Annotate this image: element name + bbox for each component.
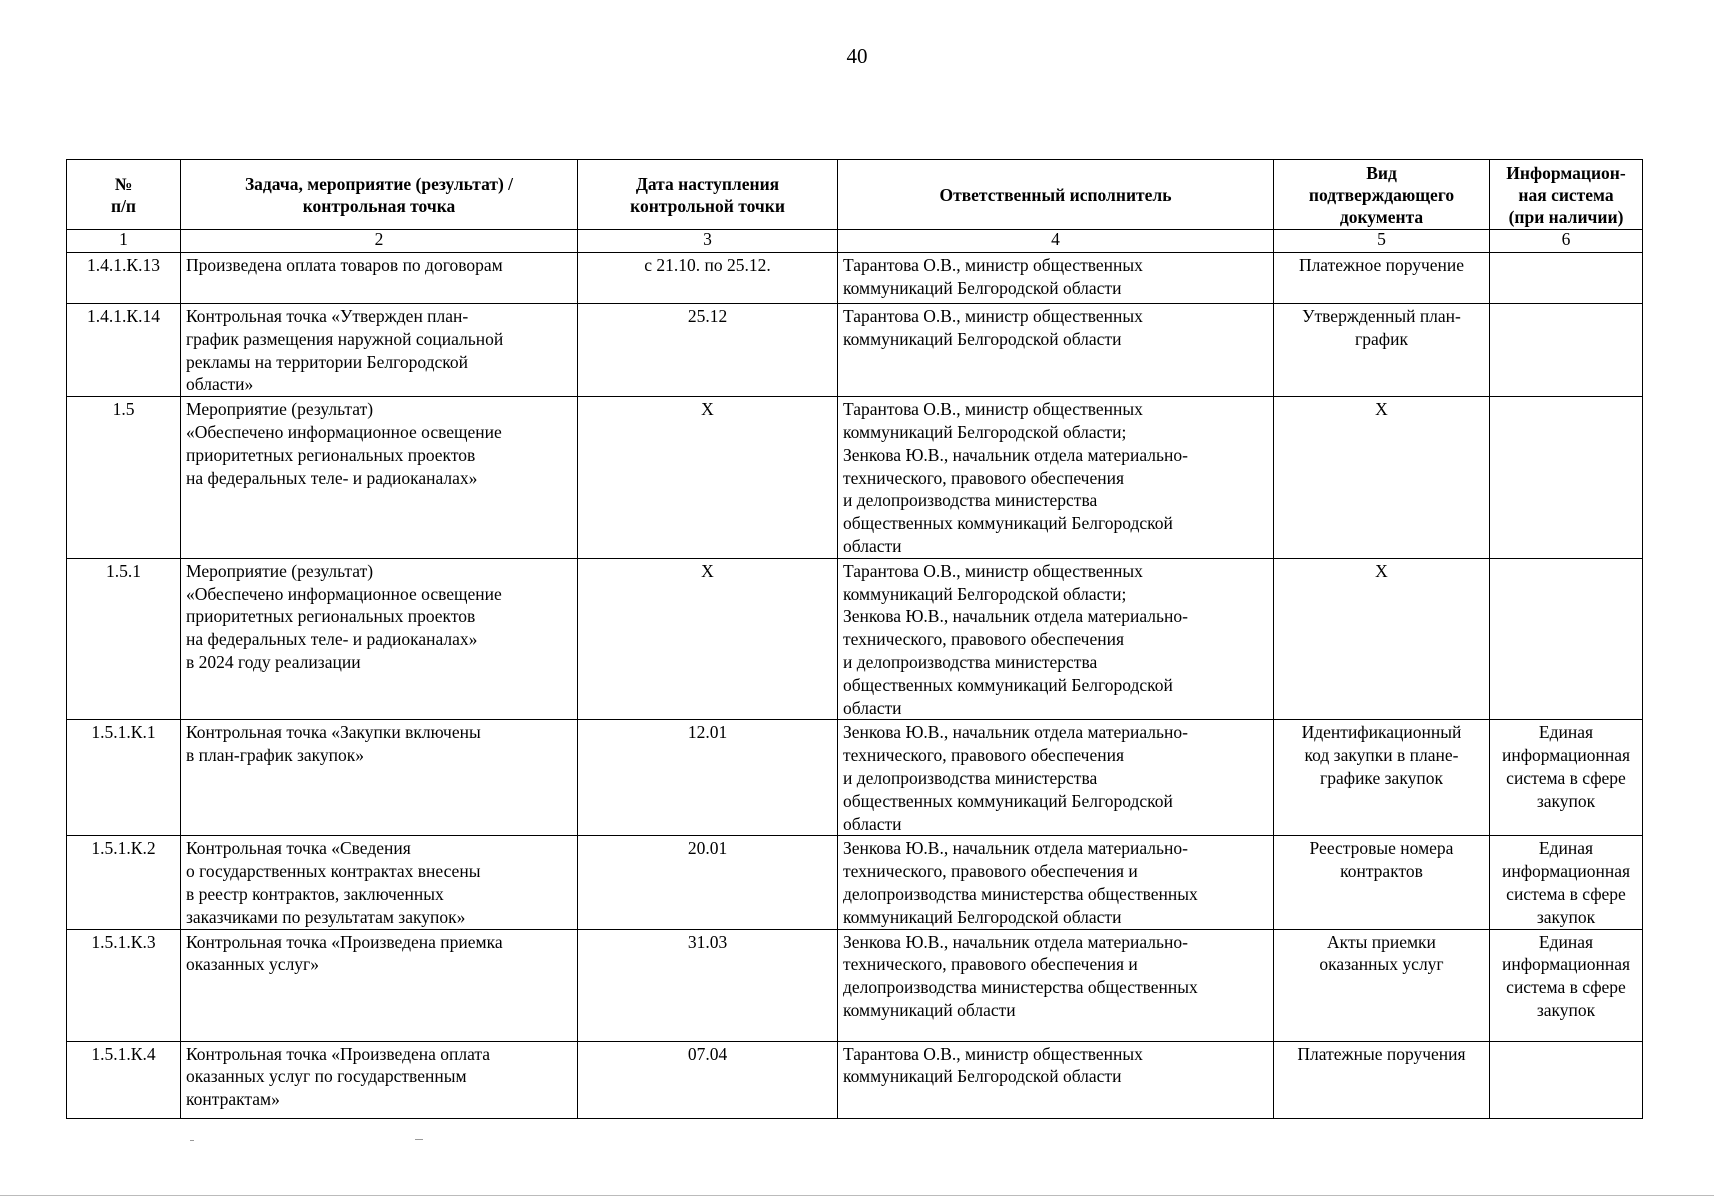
row-document: Акты приемки оказанных услуг <box>1274 929 1490 1041</box>
row-document: Реестровые номера контрактов <box>1274 836 1490 929</box>
row-task: Контрольная точка «Произведена оплата оказанных услуг по государственным контрактам» <box>181 1041 578 1118</box>
header-document: Вид подтверждающего документа <box>1274 160 1490 230</box>
row-task: Контрольная точка «Утвержден план- график размещения наружной социальной рекламы на территории Белгородской области» <box>181 304 578 397</box>
column-number: 3 <box>578 230 838 253</box>
row-task: Произведена оплата товаров по договорам <box>181 253 578 304</box>
row-date: Х <box>578 558 838 720</box>
control-points-table <box>66 159 1643 1119</box>
header-date: Дата наступления контрольной точки <box>578 160 838 230</box>
row-date: 25.12 <box>578 304 838 397</box>
column-number: 4 <box>838 230 1274 253</box>
scan-edge-line <box>0 1195 1714 1196</box>
row-responsible: Зенкова Ю.В., начальник отдела материально- технического, правового обеспечения и делопроизводства министерства общественных коммуникаций Белгородской области <box>838 836 1274 929</box>
row-document: Х <box>1274 397 1490 559</box>
row-date: 12.01 <box>578 720 838 836</box>
table-row <box>67 836 1643 929</box>
row-responsible: Тарантова О.В., министр общественных коммуникаций Белгородской области <box>838 1041 1274 1118</box>
row-number: 1.4.1.К.13 <box>67 253 181 304</box>
row-date: 20.01 <box>578 836 838 929</box>
row-document: Утвержденный план- график <box>1274 304 1490 397</box>
row-task: Контрольная точка «Закупки включены в план-график закупок» <box>181 720 578 836</box>
row-task: Мероприятие (результат) «Обеспечено информационное освещение приоритетных региональных проектов на федеральных теле- и радиоканалах» <box>181 397 578 559</box>
row-system: Единая информационная система в сфере закупок <box>1490 929 1643 1041</box>
row-document: Платежные поручения <box>1274 1041 1490 1118</box>
table-row <box>67 720 1643 836</box>
row-number: 1.5 <box>67 397 181 559</box>
table-row <box>67 397 1643 559</box>
page-number: 40 <box>846 44 868 68</box>
row-system <box>1490 304 1643 397</box>
row-date: 31.03 <box>578 929 838 1041</box>
row-task: Мероприятие (результат) «Обеспечено информационное освещение приоритетных региональных проектов на федеральных теле- и радиоканалах» в 2024 году реализации <box>181 558 578 720</box>
header-task: Задача, мероприятие (результат) / контрольная точка <box>181 160 578 230</box>
row-document: Х <box>1274 558 1490 720</box>
column-number: 2 <box>181 230 578 253</box>
row-responsible: Зенкова Ю.В., начальник отдела материально- технического, правового обеспечения и делопроизводства министерства общественных коммуникаций Белгородской области <box>838 720 1274 836</box>
row-system: Единая информационная система в сфере закупок <box>1490 836 1643 929</box>
row-responsible: Зенкова Ю.В., начальник отдела материально- технического, правового обеспечения и делопроизводства министерства общественных коммуникаций области <box>838 929 1274 1041</box>
row-responsible: Тарантова О.В., министр общественных коммуникаций Белгородской области; Зенкова Ю.В., начальник отдела материально- технического, правового обеспечения и делопроизводства министерства общественных коммуникаций Белгородской области <box>838 397 1274 559</box>
header-responsible: Ответственный исполнитель <box>838 160 1274 230</box>
row-date: Х <box>578 397 838 559</box>
row-number: 1.5.1 <box>67 558 181 720</box>
row-system: Единая информационная система в сфере закупок <box>1490 720 1643 836</box>
row-number: 1.5.1.К.1 <box>67 720 181 836</box>
row-responsible: Тарантова О.В., министр общественных коммуникаций Белгородской области; Зенкова Ю.В., начальник отдела материально- технического, правового обеспечения и делопроизводства министерства общественных коммуникаций Белгородской области <box>838 558 1274 720</box>
table-row <box>67 929 1643 1041</box>
row-number: 1.5.1.К.4 <box>67 1041 181 1118</box>
row-task: Контрольная точка «Произведена приемка оказанных услуг» <box>181 929 578 1041</box>
scan-mark <box>190 1140 194 1141</box>
row-date: с 21.10. по 25.12. <box>578 253 838 304</box>
table-row <box>67 304 1643 397</box>
table-row <box>67 558 1643 720</box>
row-responsible: Тарантова О.В., министр общественных коммуникаций Белгородской области <box>838 304 1274 397</box>
row-number: 1.5.1.К.2 <box>67 836 181 929</box>
table-header <box>67 160 1643 253</box>
header-number: № п/п <box>67 160 181 230</box>
row-number: 1.5.1.К.3 <box>67 929 181 1041</box>
row-system <box>1490 253 1643 304</box>
row-number: 1.4.1.К.14 <box>67 304 181 397</box>
table-row <box>67 253 1643 304</box>
column-number: 1 <box>67 230 181 253</box>
column-numbers-row <box>67 230 1643 253</box>
row-document: Платежное поручение <box>1274 253 1490 304</box>
row-system <box>1490 558 1643 720</box>
row-document: Идентификационный код закупки в плане- графике закупок <box>1274 720 1490 836</box>
row-responsible: Тарантова О.В., министр общественных коммуникаций Белгородской области <box>838 253 1274 304</box>
header-system: Информацион- ная система (при наличии) <box>1490 160 1643 230</box>
column-number: 6 <box>1490 230 1643 253</box>
row-task: Контрольная точка «Сведения о государственных контрактах внесены в реестр контрактов, заключенных заказчиками по результатам закупок» <box>181 836 578 929</box>
row-system <box>1490 1041 1643 1118</box>
row-system <box>1490 397 1643 559</box>
table-row <box>67 1041 1643 1118</box>
column-number: 5 <box>1274 230 1490 253</box>
row-date: 07.04 <box>578 1041 838 1118</box>
scan-mark <box>415 1139 423 1140</box>
